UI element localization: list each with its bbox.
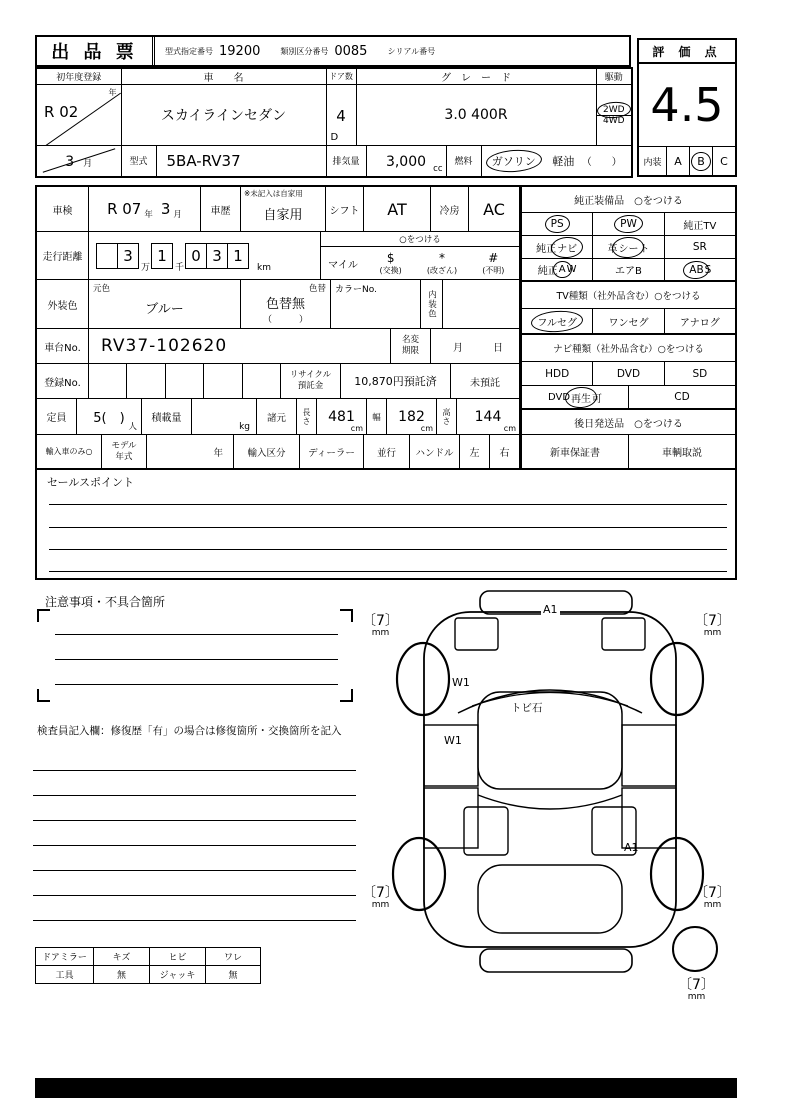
shift-label: シフト: [326, 187, 364, 231]
width-label: 幅: [367, 399, 387, 434]
doors-sub: D: [330, 132, 339, 143]
mile-label: マイル: [328, 259, 358, 271]
spec-label: 諸元: [257, 399, 297, 434]
grade-header: グ レ ー ド: [356, 68, 596, 85]
measure-extra: 〔7〕 mm: [678, 977, 715, 1002]
mark-a1-rear: A1: [624, 841, 639, 854]
fuel-value: [481, 146, 632, 177]
footer-bar: [35, 1078, 737, 1098]
shaken-value: R 07 年 3 月: [89, 187, 201, 231]
door-rear-left: [424, 788, 478, 848]
shaken-label: 車検: [37, 187, 89, 231]
height-value: 144 cm: [474, 408, 516, 433]
odo-unit-sen: 千: [175, 263, 185, 273]
fuel-gasoline: ガソリン: [491, 154, 536, 168]
drive-4wd: 4WD: [602, 115, 625, 126]
notes-bracket-tl: [37, 609, 50, 622]
capacity-value: 5( ) 人: [77, 399, 142, 434]
car-name-value: スカイラインセダン: [121, 85, 326, 146]
color-change-label: 色替: [308, 284, 326, 294]
recycle-not-deposited: 未預託: [470, 377, 500, 389]
row-color: [37, 280, 519, 329]
header-fields: [155, 37, 629, 65]
color-no-cell: [331, 280, 421, 328]
door-front-right: [622, 725, 676, 786]
wheel-front-left: [397, 643, 449, 715]
equip-title: 純正装備品 ○をつける: [522, 187, 735, 213]
import-only-label: 輸入車のみ○: [37, 435, 102, 468]
history-note: ※未記入は自家用: [244, 189, 303, 198]
name-change-date: 月 日: [453, 342, 503, 354]
interior-grade-row: [639, 146, 735, 175]
interior-b: B: [690, 147, 713, 175]
tools-r2c2: 無: [94, 966, 150, 984]
handle-right: 右: [499, 448, 510, 459]
odo-unit-man: 万: [141, 263, 151, 273]
navi-sd: SD: [692, 367, 708, 380]
equip-sr: SR: [692, 241, 707, 253]
measure-bottom-right: 〔7〕 mm: [694, 885, 731, 910]
model-year-value: 年: [147, 435, 234, 468]
equip-leather: 革 シー ト: [593, 236, 664, 258]
base-color-label: 元色: [93, 284, 111, 294]
inspector-label: 検査員記入欄：修復歴「有」の場合は修復箇所・交換箇所を記入: [37, 725, 342, 737]
model-code-value: 5BA-RV37: [156, 146, 326, 177]
notes-line-2: [55, 659, 338, 660]
recycle-label: リサイクル 預託金: [281, 364, 341, 398]
displacement-unit: cc: [433, 163, 443, 174]
width-value: 182 cm: [387, 399, 437, 434]
model-code-label: 型式: [121, 146, 156, 177]
interior-color-value-cell: [443, 280, 519, 328]
later-manual: 車輌取説: [662, 448, 702, 459]
odo-box-1: [96, 243, 118, 269]
displacement-value: 3,000 cc: [366, 146, 446, 177]
mark-stone-chip: トビ石: [511, 702, 543, 714]
interior-a: A: [667, 147, 690, 175]
evaluation-label: 評 価 点: [639, 40, 735, 64]
rear-bumper: [480, 949, 632, 972]
reg-no-boxes: [89, 364, 281, 398]
odo-box-5: 3: [206, 243, 228, 269]
evaluation-score: 4.5: [650, 78, 724, 132]
grade-value: 3.0 400R: [356, 85, 596, 146]
row-import: [37, 435, 519, 468]
shift-value: AT: [364, 187, 431, 231]
tv-fullseg: フルセグ: [522, 309, 593, 333]
ac-label: 冷房: [431, 187, 469, 231]
row-capacity: [37, 399, 519, 435]
sales-point-box: [35, 468, 737, 580]
recycle-deposited: 10,870円預託済: [341, 364, 451, 398]
navi-type-title: ナビ種類（社外品含む）○をつける: [522, 335, 735, 362]
odometer-label: 走行距離: [37, 232, 89, 279]
row-odometer: [37, 232, 519, 280]
tools-r2c3: ジャッキ: [150, 966, 206, 984]
handle-left: 左: [460, 435, 490, 468]
tv-oneseg: ワンセグ: [593, 309, 664, 333]
extra-damage-circle: [672, 926, 718, 972]
sales-line-1: [49, 504, 727, 505]
navi-hdd: HDD: [522, 362, 593, 385]
inspector-line-2: [33, 795, 356, 796]
windshield-inner: [472, 693, 628, 707]
odo-box-3: 1: [151, 243, 173, 269]
odo-box-6: 1: [227, 243, 249, 269]
notes-label: 注意事項・不具合箇所: [45, 595, 166, 609]
ext-color-label: 外装色: [37, 280, 89, 328]
roof: [478, 692, 622, 789]
inspector-line-3: [33, 820, 356, 821]
fuel-label: 燃料: [446, 146, 481, 177]
base-color-cell: [89, 280, 241, 328]
later-warranty: 新車保証書: [522, 435, 629, 468]
odo-unit-km: km: [257, 263, 272, 273]
ac-value: AC: [483, 199, 505, 219]
first-reg-month-cell: 3 月: [36, 146, 121, 177]
measure-top-right: 〔7〕 mm: [694, 613, 731, 638]
mark-w1-door: W1: [452, 676, 470, 689]
tools-r2c4: 無: [206, 966, 261, 984]
equip-ps: PS: [522, 213, 593, 235]
model-designation-label: 型式指定番号: [165, 46, 213, 56]
fuel-diesel: 軽油: [552, 154, 575, 168]
serial-label: シリアル番号: [387, 46, 436, 56]
chassis-label: 車台No.: [37, 329, 89, 363]
drive-2wd: 2WD: [597, 105, 632, 116]
navi-cd: CD: [674, 391, 690, 403]
measure-bottom-left: 〔7〕 mm: [362, 885, 399, 910]
row-regno: [37, 364, 519, 399]
doors-value: 4 D: [326, 85, 356, 146]
drive-header: 駆動: [596, 68, 632, 85]
classification-value: 0085: [334, 43, 368, 59]
tv-type-title: TV種類（社外品含む）○をつける: [522, 282, 735, 309]
base-color-value: ブルー: [145, 301, 184, 317]
inspector-line-5: [33, 870, 356, 871]
navi-dvd-playable: DVD 再生 可: [522, 386, 629, 408]
measure-top-left: 〔7〕 mm: [362, 613, 399, 638]
first-reg-year: R 02: [44, 103, 79, 121]
odo-box-4: 0: [185, 243, 207, 269]
header-strip: [35, 35, 631, 68]
classification-label: 類別区分番号: [280, 46, 329, 56]
mile-section: [321, 232, 519, 279]
import-parallel: 並行: [364, 435, 410, 468]
tools-r1c4: ワレ: [206, 948, 261, 966]
month-slash: [43, 148, 116, 172]
capacity-unit: 人: [128, 422, 137, 432]
tools-r1c2: キズ: [94, 948, 150, 966]
name-change-label: 名変 期限: [391, 329, 431, 363]
height-label: 高さ: [437, 399, 457, 434]
inspector-line-7: [33, 920, 356, 921]
evaluation-box: [637, 38, 737, 177]
odometer-value: [89, 232, 321, 279]
equip-airbag: エアB: [593, 259, 664, 280]
navi-dvd: DVD: [593, 362, 664, 385]
wheel-front-right: [651, 643, 703, 715]
model-year-label: モデル 年式: [102, 435, 147, 468]
detail-table: [35, 185, 521, 470]
displacement-label: 排気量: [326, 146, 366, 177]
model-designation-value: 19200: [219, 43, 261, 59]
color-change-paren: （ ）: [262, 314, 308, 325]
color-no-label: カラーNo.: [335, 285, 377, 295]
equipment-panel: [520, 185, 737, 470]
equip-pw: PW: [593, 213, 664, 235]
mark-a1-front: A1: [543, 603, 558, 616]
reg-no-label: 登録No.: [37, 364, 89, 398]
load-label: 積載量: [142, 399, 192, 434]
mile-exchange: $ (交換): [379, 250, 402, 275]
trunk: [478, 865, 622, 933]
car-diagram: [358, 585, 738, 985]
color-change-cell: [241, 280, 331, 328]
tools-r1c1: ドアミラー: [36, 948, 94, 966]
history-label: 車歴: [201, 187, 241, 231]
sales-line-4: [49, 571, 727, 572]
inspector-line-4: [33, 845, 356, 846]
first-reg-header: 初年度登録: [36, 68, 121, 85]
car-body: [424, 612, 676, 947]
history-value: ※未記入は自家用 自家用: [241, 187, 326, 231]
color-change-value: 色替無: [265, 296, 305, 312]
notes-bracket-tr: [340, 609, 353, 622]
import-dealer: ディーラー: [300, 435, 364, 468]
length-value: 481 cm: [317, 399, 367, 434]
sales-line-3: [49, 549, 727, 550]
sales-line-2: [49, 527, 727, 528]
drive-value: [596, 85, 632, 146]
first-reg-year-unit: 年: [108, 88, 117, 97]
equip-abs: AB S: [689, 263, 712, 276]
tools-r2c1: 工具: [36, 966, 94, 984]
sales-point-label: セールスポイント: [47, 476, 135, 489]
car-name-header: 車 名: [121, 68, 326, 85]
tools-r1c3: ヒビ: [150, 948, 206, 966]
inspector-line-6: [33, 895, 356, 896]
row-shaken: [37, 187, 519, 232]
interior-color-label-cell: 内装色: [421, 280, 443, 328]
mile-unknown: # (不明): [482, 250, 505, 275]
odo-box-2: 3: [117, 243, 139, 269]
first-reg-value: [36, 85, 121, 146]
handle-label: ハンドル: [410, 435, 460, 468]
headlight-right: [602, 618, 645, 650]
chassis-value: RV37-102620: [89, 329, 391, 363]
vehicle-table: [35, 67, 633, 178]
load-unit: kg: [239, 422, 250, 432]
mile-tampered: * (改ざん): [426, 250, 458, 275]
headlight-left: [455, 618, 498, 650]
later-ship-title: 後日発送品 ○をつける: [522, 410, 735, 435]
wheel-rear-left: [393, 838, 445, 910]
sheet-title: 出 品 票: [37, 37, 155, 65]
load-value: [192, 399, 257, 434]
mark-w1-lower: W1: [444, 734, 462, 747]
equip-aw: 純正 A W: [522, 259, 593, 280]
length-label: 長さ: [297, 399, 317, 434]
tv-analog: アナログ: [679, 317, 720, 329]
tools-table: [35, 947, 261, 984]
import-division-label: 輸入区分: [234, 435, 300, 468]
fuel-paren: （ ）: [581, 156, 622, 168]
notes-line-3: [55, 684, 338, 685]
inspector-line-1: [33, 770, 356, 771]
interior-c: C: [720, 154, 728, 168]
mile-title: ○をつける: [321, 232, 519, 247]
notes-bracket-bl: [37, 689, 50, 702]
row-chassis: [37, 329, 519, 364]
interior-label: 内装: [639, 147, 667, 175]
doors-header: ドア数: [326, 68, 356, 85]
notes-bracket-br: [340, 689, 353, 702]
equip-navi: 純正 ナビ: [522, 236, 593, 258]
capacity-label: 定員: [37, 399, 77, 434]
notes-line-1: [55, 634, 338, 635]
equip-tv: 純正TV: [683, 220, 717, 232]
